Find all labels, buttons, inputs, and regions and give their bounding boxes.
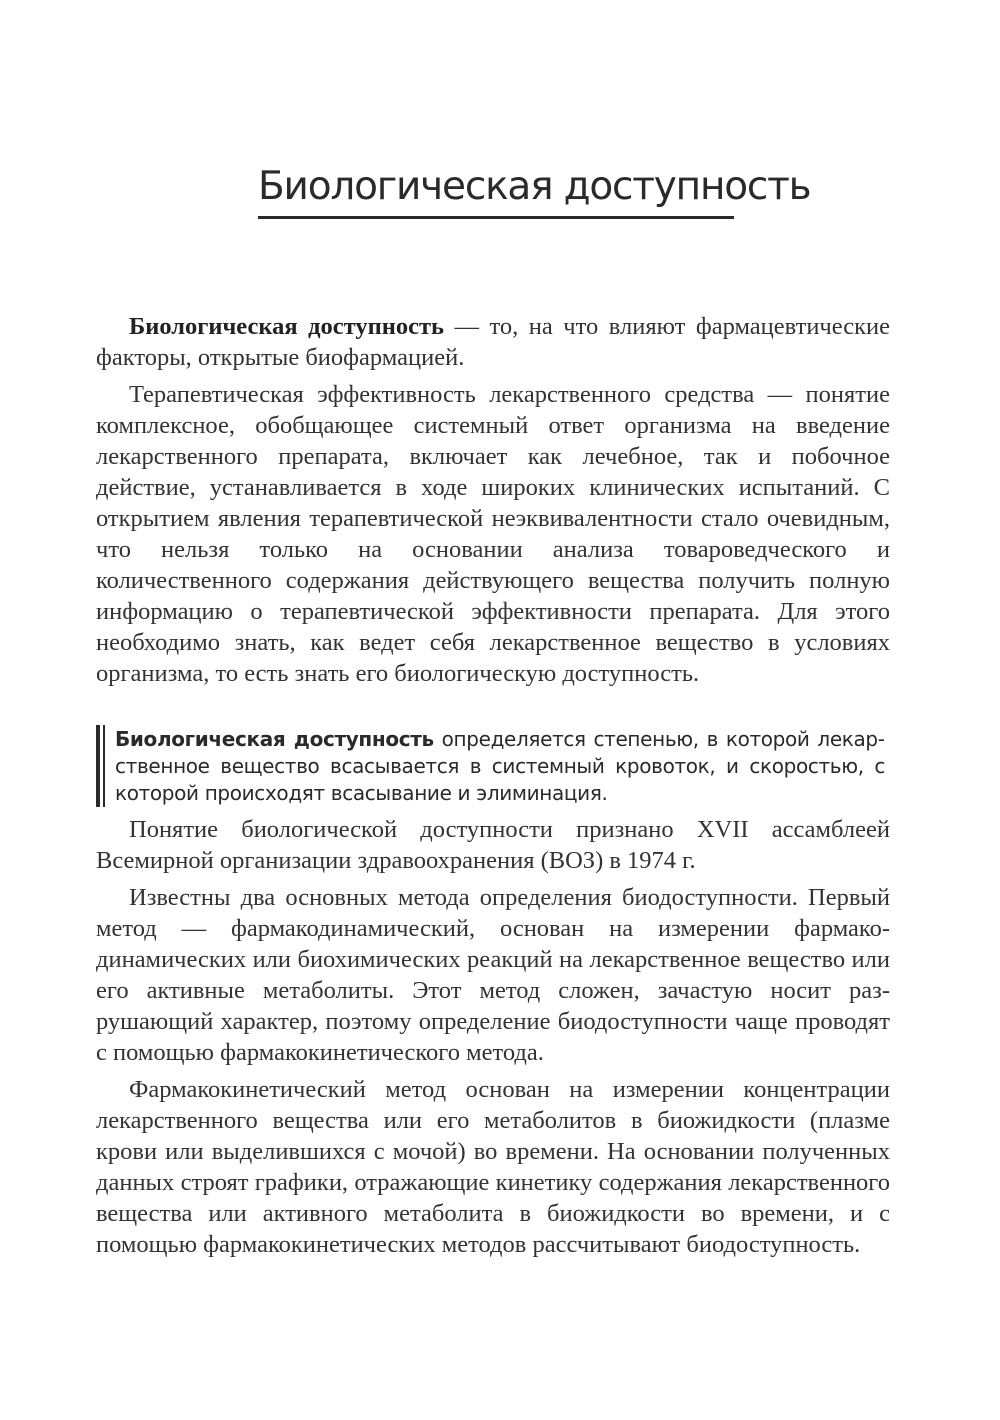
page-title: Биологическая доступность <box>258 162 734 219</box>
body-text-before-callout <box>96 311 890 695</box>
paragraph-therapeutic-efficacy: Терапевтическая эффективность лекарственного средства — понятие комплексное, обобщающее системный ответ организма на введение лекарственного препарата, включает как лечебное, так и побочное действие, устанавливается в ходе широких клинических испытаний. С открытием явления терапевтической неэквивалентности стало очевидным, что нельзя только на основании анализа товароведческого и количественного содержания действующего вещества получить полную информацию о терапевтической эффективности препарата. Для этого необходимо знать, как ведет себя лекарственное вещество в условиях организма, то есть знать его биологическую доступность. <box>96 381 890 687</box>
callout-term: Биологическая доступность <box>115 727 434 751</box>
definition-callout <box>96 725 890 807</box>
paragraph-who-recognition: Понятие биологической доступности признано XVII ассамблеей Всемирной организации здравоохранения (ВОЗ) в 1974 г. <box>96 816 890 874</box>
callout-rule-thin <box>103 725 105 807</box>
paragraph-text: — то, на что влияют фармацевтические факторы, открытые биофармацией. <box>96 313 890 371</box>
paragraph-definition <box>96 311 890 373</box>
term-bioavailability: Биологическая доступность <box>129 313 444 340</box>
paragraph-pharmacokinetic-method: Фармакокинетический метод основан на измерении концентрации лекарственного вещества или его метаболитов в биожидкости (плазме крови или выделившихся с мочой) во времени. На основании полученных данных строят графики, отражающие кинетику содержания лекарственного вещества или активного метаболита в биожидкости во времени, и с помощью фармакокинетических методов рассчитывают биодоступность. <box>96 1076 890 1258</box>
callout-rule-thick <box>96 725 100 807</box>
callout-vertical-rule <box>96 725 105 807</box>
callout-text <box>115 725 885 807</box>
callout-definition: определяется степенью, в которой лекарственное вещество всасывается в системный кровоток, и скоростью, с которой происходят всасывание и элиминация. <box>115 727 885 805</box>
paragraph-methods: Известны два основных метода определения биодоступности. Первый метод — фармакодинамический, основан на измерении фармакодинамических или биохимических реакций на лекарственное вещество или его активные метаболиты. Этот метод сложен, зачастую носит разрушающий характер, поэтому определение биодоступности чаще проводят с помощью фармакокинетического метода. <box>96 884 890 1066</box>
body-text-after-callout <box>96 814 890 1266</box>
